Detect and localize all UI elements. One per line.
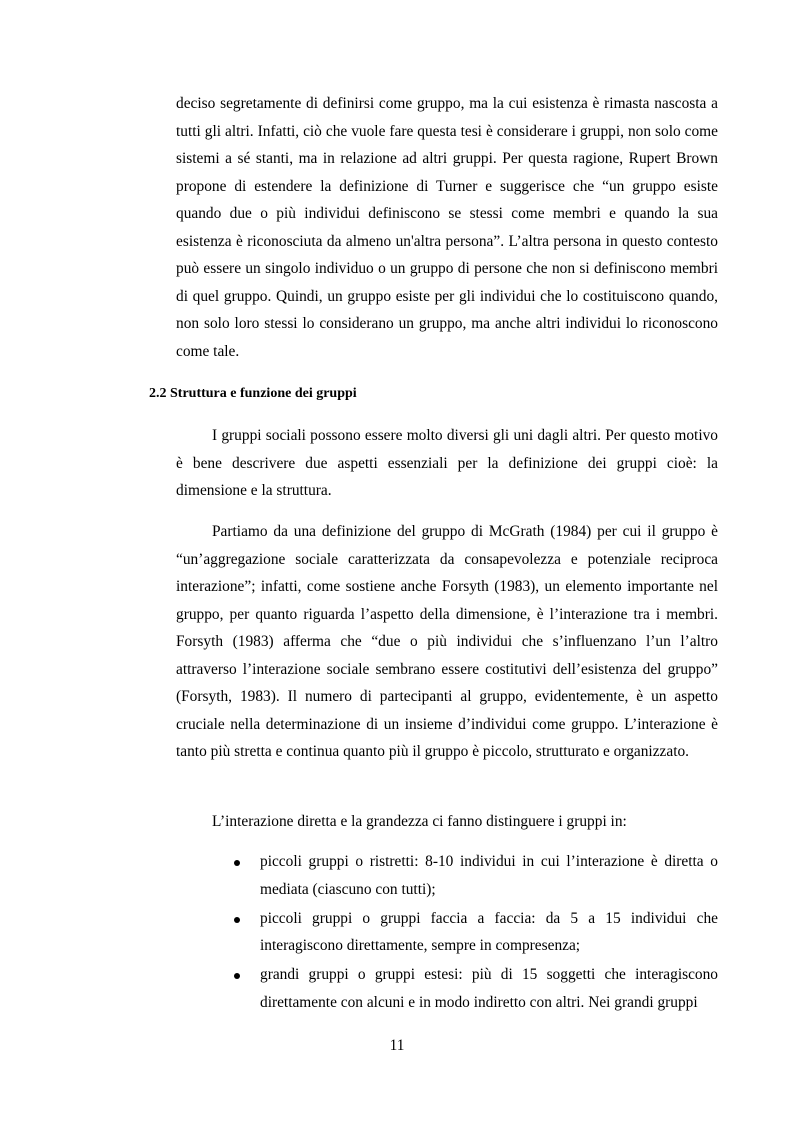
paragraph-social-groups: I gruppi sociali possono essere molto diversi gli uni dagli altri. Per questo motivo è bene descrivere due aspetti essenziali per la definizione dei gruppi cioè: la dimensione e la struttura. (176, 427, 718, 499)
list-item-text: piccoli gruppi o gruppi faccia a faccia: da 5 a 15 individui che interagiscono direttamente, sempre in compresenza; (260, 909, 718, 954)
list-item (232, 905, 718, 960)
page-number: 11 (389, 1037, 405, 1054)
list-item (232, 848, 718, 903)
list-item (232, 961, 718, 1016)
bullet-icon (234, 973, 240, 979)
list-item-text: piccoli gruppi o ristretti: 8-10 individui in cui l’interazione è diretta o mediata (ciascuno con tutti); (260, 853, 718, 898)
bullet-icon (234, 860, 240, 866)
paragraph-mcgrath-definition: Partiamo da una definizione del gruppo di McGrath (1984) per cui il gruppo è “un’aggregazione sociale caratterizzata da consapevolezza e potenziale reciproca interazione”; infatti, come sostiene anche Forsyth (1983), un elemento importante nel gruppo, per quanto riguarda l’aspetto della dimensione, è l’interazione tra i membri. Forsyth (1983) afferma che “due o più individui che s’influenzano l’un l’altro attraverso l’interazione sociale sembrano essere costitutivi dell’esistenza del gruppo” (Forsyth, 1983). Il numero di partecipanti al gruppo, evidentemente, è un aspetto cruciale nella determinazione di un insieme d’individui come gruppo. L’interazione è tanto più stretta e continua quanto più il gruppo è piccolo, strutturato e organizzato. (176, 523, 718, 760)
section-heading: 2.2 Struttura e funzione dei gruppi (149, 386, 357, 401)
bullet-icon (234, 917, 240, 923)
paragraph-continued: deciso segretamente di definirsi come gruppo, ma la cui esistenza è rimasta nascosta a tutti gli altri. Infatti, ciò che vuole fare questa tesi è considerare i gruppi, non solo come sistemi a sé stanti, ma in relazione ad altri gruppi. Per questa ragione, Rupert Brown propone di estendere la definizione di Turner e suggerisce che “un gruppo esiste quando due o più individui definiscono se stessi come membri e quando la sua esistenza è riconosciuta da almeno un'altra persona”. L’altra persona in questo contesto può essere un singolo individuo o un gruppo di persone che non si definiscono membri di quel gruppo. Quindi, un gruppo esiste per gli individui che lo costituiscono quando, non solo loro stessi lo considerano un gruppo, ma anche altri individui lo riconoscono come tale. (176, 95, 718, 360)
group-types-list (232, 848, 718, 1018)
paragraph-list-intro: L’interazione diretta e la grandezza ci fanno distinguere i gruppi in: (212, 813, 627, 830)
list-item-text: grandi gruppi o gruppi estesi: più di 15 soggetti che interagiscono direttamente con alcuni e in modo indiretto con altri. Nei grandi gruppi (260, 966, 718, 1011)
